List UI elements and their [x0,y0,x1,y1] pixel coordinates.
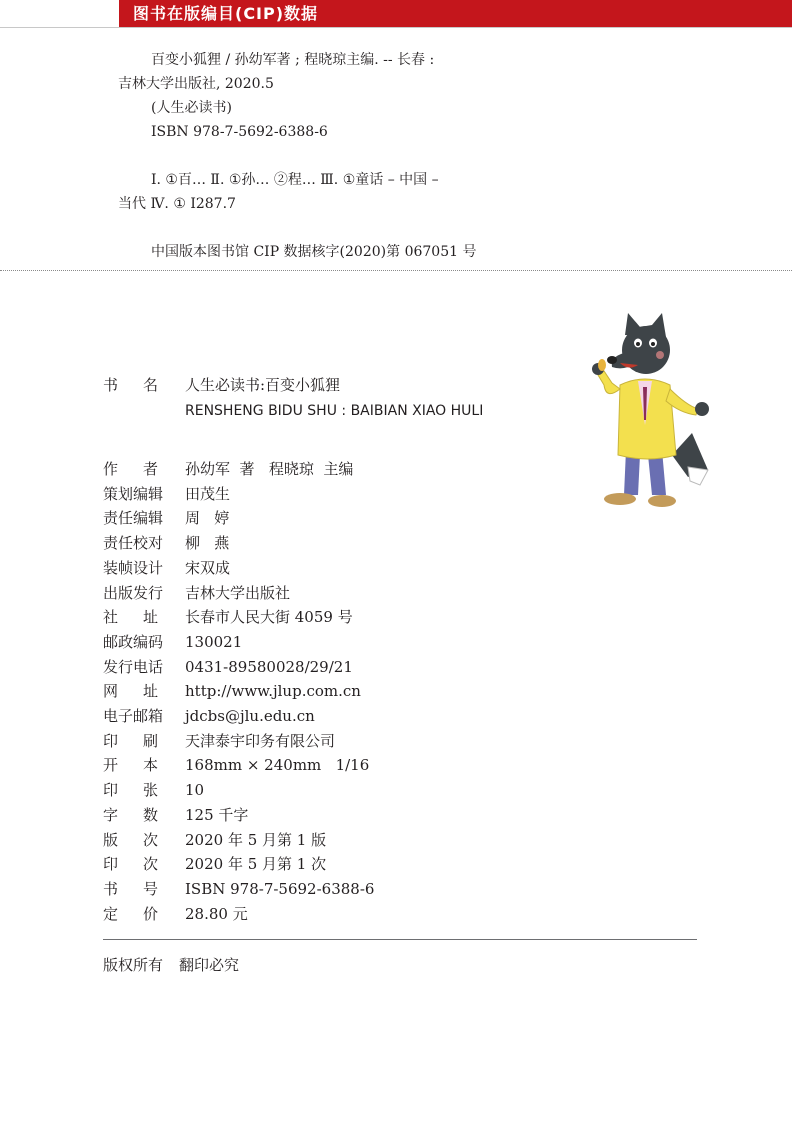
book-name-en: RENSHENG BIDU SHU : BAIBIAN XIAO HULI [185,403,484,419]
detail-label: 书号 [103,879,184,898]
cip-spacer [118,216,598,240]
cip-line-title: 百变小狐狸 / 孙幼军著 ; 程晓琼主编. -- 长春 : [151,52,435,68]
detail-row [103,704,374,729]
detail-row [103,902,374,927]
book-name-en-row [103,398,483,424]
cip-block [118,48,598,264]
detail-value: 2020 年 5 月第 1 次 [185,855,327,874]
copyright-right: 翻印必究 [179,956,240,974]
detail-label: 责任校对 [103,534,164,553]
detail-value: 168mm × 240mm 1/16 [185,756,370,775]
detail-label: 邮政编码 [103,632,164,651]
detail-row [103,457,374,482]
detail-value: 吉林大学出版社 [185,583,291,602]
book-name-cn: 人生必读书:百变小狐狸 [185,376,341,394]
detail-value: 2020 年 5 月第 1 版 [185,830,327,849]
detail-row [103,828,374,853]
detail-label: 网址 [103,682,184,701]
detail-value: http://www.jlup.com.cn [185,682,361,701]
detail-row [103,556,374,581]
detail-label: 定价 [103,904,184,923]
detail-row [103,729,374,754]
detail-value: 孙幼军 著 程晓琼 主编 [185,460,354,478]
book-name-row [103,372,483,398]
detail-label: 电子邮箱 [103,707,164,726]
cip-banner: 图书在版编目(CIP)数据 [119,0,792,28]
detail-value: 柳 燕 [185,534,230,553]
book-name-en-indent [103,398,185,424]
detail-row [103,581,374,606]
detail-value: jdcbs@jlu.edu.cn [185,707,315,726]
detail-label: 印刷 [103,731,184,750]
detail-label: 出版发行 [103,583,164,602]
detail-label: 社址 [103,608,184,627]
cip-line-isbn: ISBN 978-7-5692-6388-6 [151,124,328,140]
detail-value: 天津泰宇印务有限公司 [185,731,336,750]
detail-value: 长春市人民大街 4059 号 [185,608,353,627]
detail-label: 印张 [103,781,184,800]
details-list [103,457,374,926]
detail-row [103,852,374,877]
detail-row [103,753,374,778]
detail-row [103,531,374,556]
cip-spacer [118,144,598,168]
detail-value: 0431-89580028/29/21 [185,657,353,676]
detail-label: 版次 [103,830,184,849]
detail-label: 印次 [103,855,184,874]
cip-line-classification: Ⅰ. ①百… Ⅱ. ①孙… ②程… Ⅲ. ①童话 – 中国 – [151,172,439,188]
detail-row [103,778,374,803]
bottom-rule [103,939,697,940]
detail-row [103,605,374,630]
detail-value: 125 千字 [185,805,249,824]
copyright-line [103,953,239,977]
cip-line-record: 中国版本图书馆 CIP 数据核字(2020)第 067051 号 [151,244,477,260]
detail-row [103,506,374,531]
detail-label: 责任编辑 [103,509,164,528]
book-name-block [103,372,483,424]
detail-row [103,655,374,680]
detail-row [103,679,374,704]
cip-line-classification-cont: 当代 Ⅳ. ① I287.7 [118,196,236,212]
detail-row [103,482,374,507]
detail-value: 28.80 元 [185,904,248,923]
detail-row [103,803,374,828]
detail-row [103,877,374,902]
wolf-illustration [590,305,715,515]
detail-row [103,630,374,655]
detail-value: 周 婷 [185,509,230,528]
copyright-left: 版权所有 [103,956,164,974]
book-name-label: 书名 [103,376,184,394]
banner-rule [0,27,792,28]
section-divider [0,270,792,271]
detail-label: 装帧设计 [103,558,164,577]
cip-line-publisher: 吉林大学出版社, 2020.5 [118,76,274,92]
detail-value: 10 [185,781,205,800]
detail-label: 发行电话 [103,657,164,676]
detail-label: 字数 [103,805,184,824]
detail-label: 开本 [103,756,184,775]
detail-value: 宋双成 [185,558,231,577]
cip-line-series: (人生必读书) [151,100,232,116]
detail-value: 130021 [185,632,243,651]
detail-label: 作者 [103,460,184,478]
detail-value: ISBN 978-7-5692-6388-6 [185,879,375,898]
detail-label: 策划编辑 [103,484,164,503]
detail-value: 田茂生 [185,484,231,503]
